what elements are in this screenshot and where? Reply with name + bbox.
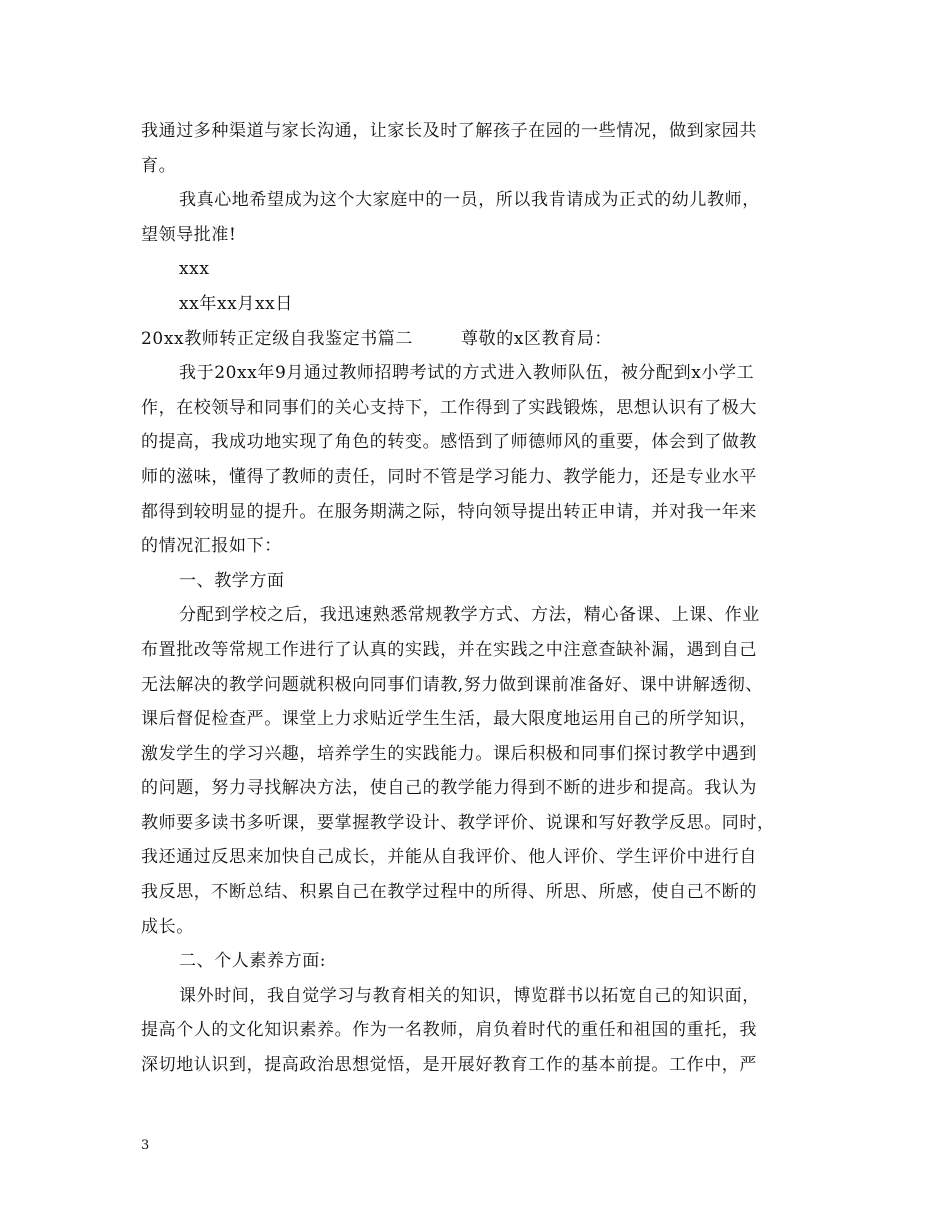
text-line: 师的滋味，懂得了教师的责任，同时不管是学习能力、教学能力，还是专业水平 (141, 466, 757, 487)
text-line: 我反思，不断总结、积累自己在教学过程中的所得、所思、所感，使自己不断的 (141, 882, 757, 903)
text-line: 布置批改等常规工作进行了认真的实践，并在实践之中注意查缺补漏，遇到自己 (141, 639, 757, 660)
text-line: 成长。 (141, 916, 194, 937)
text-line: 我通过多种渠道与家长沟通，让家长及时了解孩子在园的一些情况，做到家园共 (141, 121, 757, 141)
text-line: 望领导批准! (141, 224, 237, 245)
page-number: 3 (141, 1138, 150, 1153)
text-line: 激发学生的学习兴趣，培养学生的实践能力。课后积极和同事们探讨教学中遇到 (141, 743, 757, 764)
text-line: 的问题，努力寻找解决方法，使自己的教学能力得到不断的进步和提高。我认为 (141, 778, 757, 799)
text-line: 二、个人素养方面: (179, 951, 327, 972)
text-line: 我还通过反思来加快自己成长，并能从自我评价、他人评价、学生评价中进行自 (141, 847, 757, 868)
text-line: 课外时间，我自觉学习与教育相关的知识，博览群书以拓宽自己的知识面， (179, 985, 760, 1006)
text-line: 我真心地希望成为这个大家庭中的一员，所以我肯请成为正式的幼儿教师， (179, 190, 760, 211)
text-line: 育。 (141, 155, 177, 176)
text-line: xxx (179, 259, 210, 280)
text-line: 作，在校领导和同事们的关心支持下，工作得到了实践锻炼，思想认识有了极大 (141, 397, 757, 418)
text-line: 课后督促检查严。课堂上力求贴近学生生活，最大限度地运用自己的所学知识， (141, 709, 757, 730)
text-line: 无法解决的教学问题就积极向同事们请教,努力做到课前准备好、课中讲解透彻、 (141, 674, 764, 695)
text-line: 一、教学方面 (179, 570, 285, 591)
text-line: 20xx教师转正定级自我鉴定书篇二 尊敬的x区教育局： (141, 328, 613, 349)
document-body (141, 114, 813, 1083)
text-line: 我于20xx年9月通过教师招聘考试的方式进入教师队伍，被分配到x小学工 (179, 363, 755, 384)
text-line: 教师要多读书多听课，要掌握教学设计、教学评价、说课和写好教学反思。同时， (141, 812, 775, 833)
text-line: xx年xx月xx日 (179, 293, 293, 314)
text-line: 的情况汇报如下： (141, 536, 282, 557)
text-line: 分配到学校之后，我迅速熟悉常规教学方式、方法，精心备课、上课、作业 (179, 605, 760, 626)
text-line: 都得到较明显的提升。在服务期满之际，特向领导提出转正申请，并对我一年来 (141, 501, 757, 522)
text-line: 的提高，我成功地实现了角色的转变。感悟到了师德师风的重要，体会到了做教 (141, 432, 757, 453)
text-line: 深切地认识到，提高政治思想觉悟，是开展好教育工作的基本前提。工作中，严 (141, 1055, 757, 1076)
text-line: 提高个人的文化知识素养。作为一名教师，肩负着时代的重任和祖国的重托，我 (141, 1020, 757, 1041)
